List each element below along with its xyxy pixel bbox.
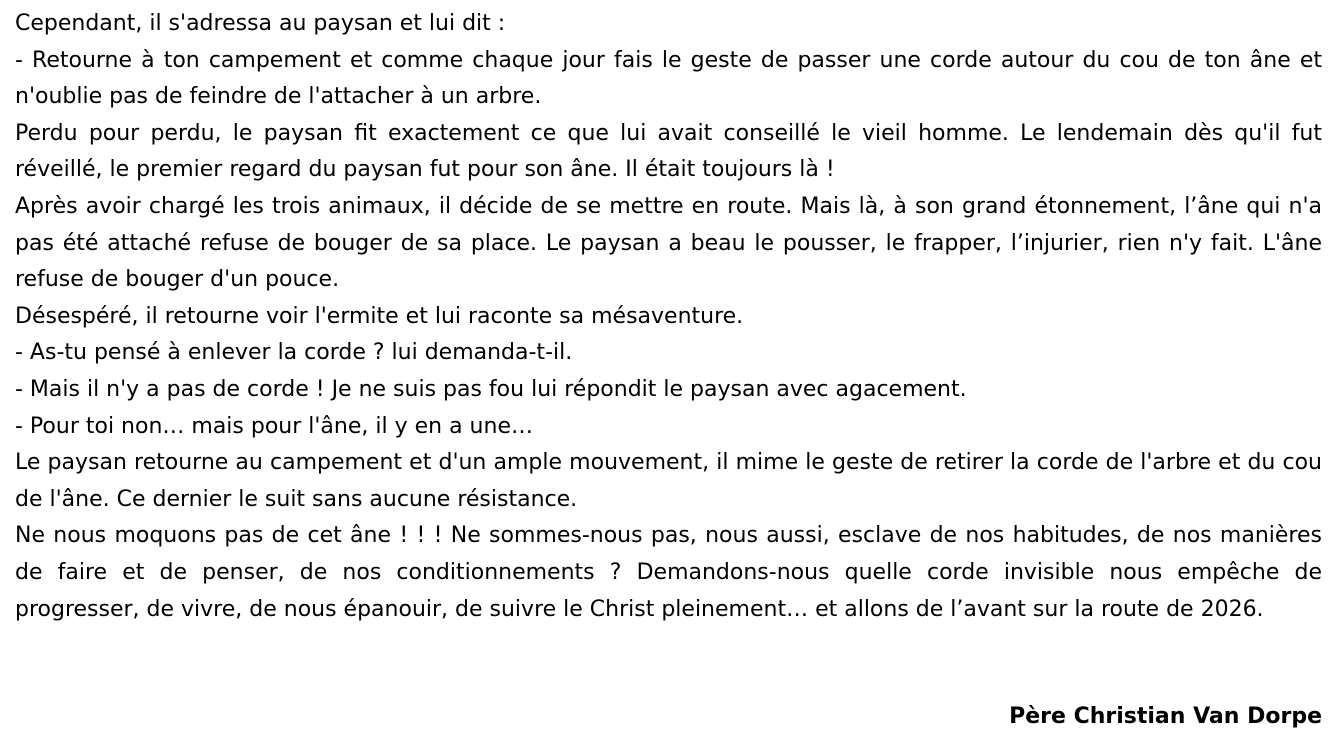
paragraph-4: Après avoir chargé les trois animaux, il décide de se mettre en route. Mais là, à son grand étonnement, l’âne qui n'a pas été attaché refuse de bouger de sa place. Le paysan a beau le pousser, le frapper, l’injurier, rien n'y fait. L'âne refuse de bouger d'un pouce. xyxy=(15,193,1322,293)
document-body xyxy=(15,6,1322,628)
paragraph-2: - Retourne à ton campement et comme chaque jour fais le geste de passer une corde autour du cou de ton âne et n'oublie pas de feindre de l'attacher à un arbre. xyxy=(15,47,1322,110)
paragraph-10: Ne nous moquons pas de cet âne ! ! ! Ne sommes-nous pas, nous aussi, esclave de nos habitudes, de nos manières de faire et de penser, de nos conditionnements ? Demandons-nous quelle corde invisible nous empêche de progresser, de vivre, de nous épanouir, de suivre le Christ pleinement… et allons de l’avant sur la route de 2026. xyxy=(15,523,1322,622)
paragraph-5: Désespéré, il retourne voir l'ermite et lui raconte sa mésaventure. xyxy=(15,303,744,329)
paragraph-8: - Pour toi non… mais pour l'âne, il y en a une… xyxy=(15,413,533,439)
signature: Père Christian Van Dorpe xyxy=(1009,704,1322,729)
paragraph-9: Le paysan retourne au campement et d'un ample mouvement, il mime le geste de retirer la corde de l'arbre et du cou de l'âne. Ce dernier le suit sans aucune résistance. xyxy=(15,450,1322,512)
paragraph-6: - As-tu pensé à enlever la corde ? lui demanda-t-il. xyxy=(15,340,573,366)
paragraph-3: Perdu pour perdu, le paysan fit exactement ce que lui avait conseillé le vieil homme. Le lendemain dès qu'il fut réveillé, le premier regard du paysan fut pour son âne. Il était toujours là ! xyxy=(15,120,1322,183)
paragraph-7: - Mais il n'y a pas de corde ! Je ne suis pas fou lui répondit le paysan avec agacement. xyxy=(15,376,967,402)
paragraph-1: Cependant, il s'adressa au paysan et lui dit : xyxy=(15,11,506,36)
